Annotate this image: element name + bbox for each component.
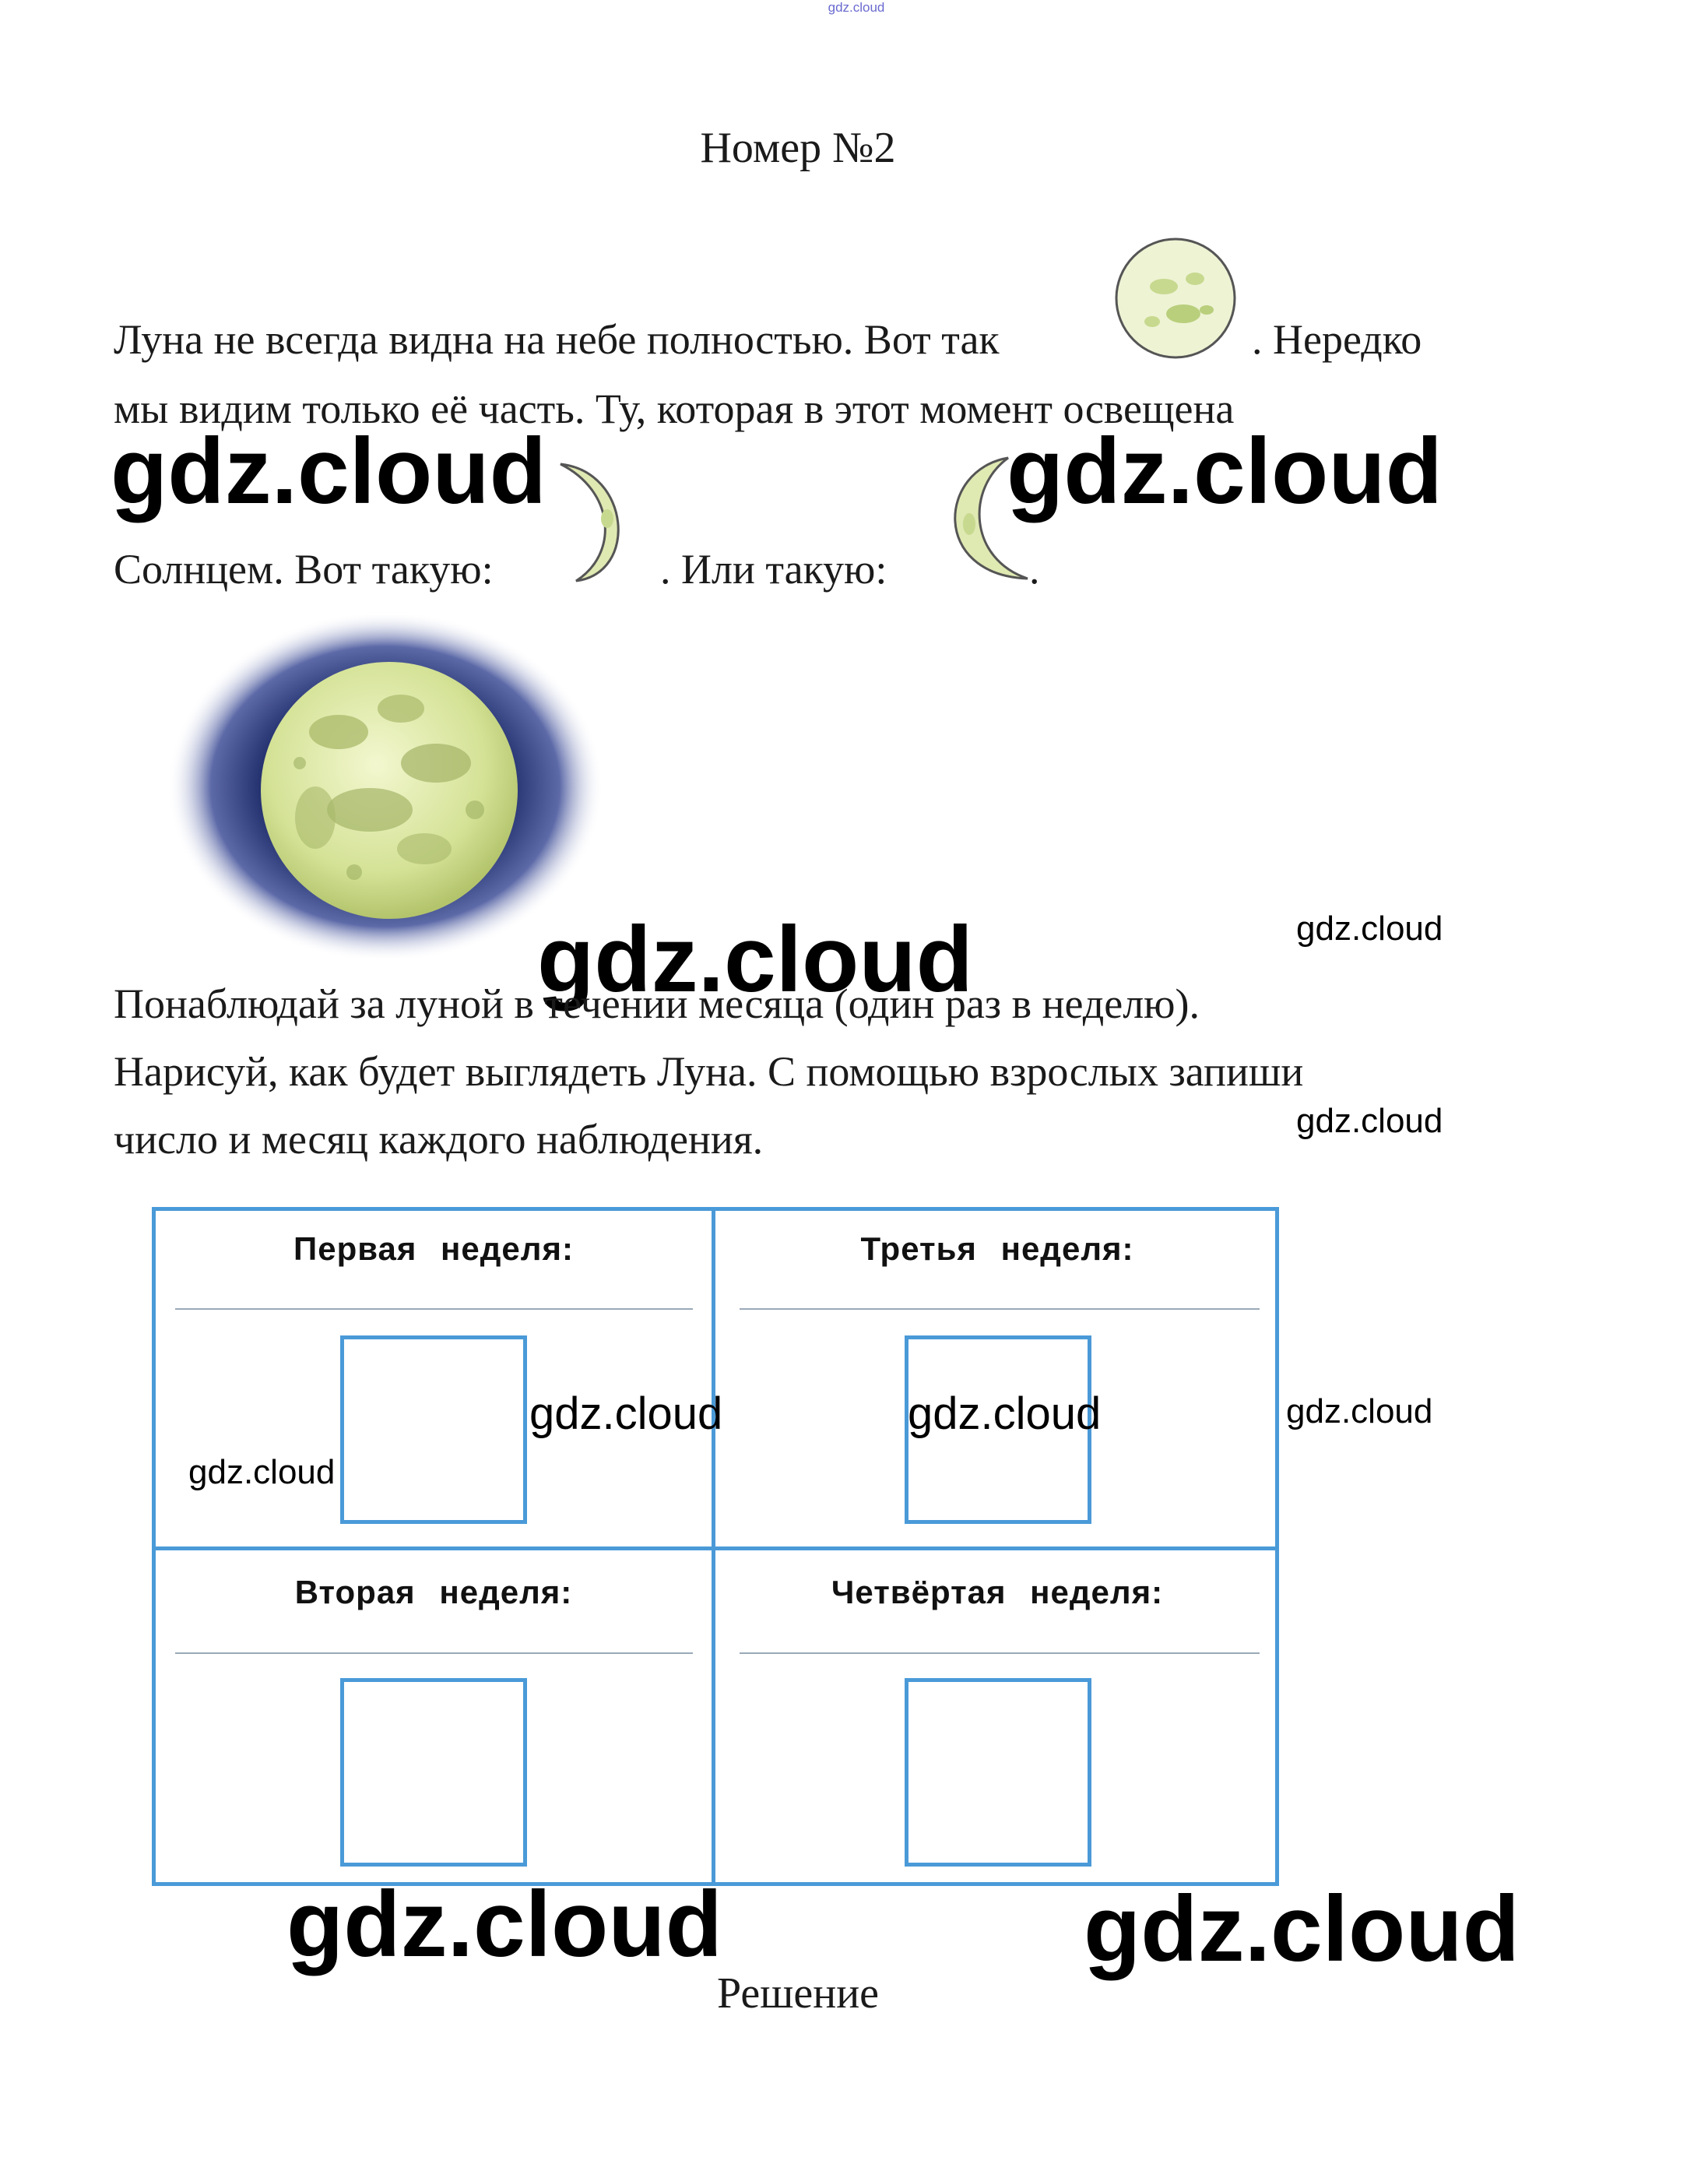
watermark: gdz.cloud bbox=[1286, 1392, 1433, 1430]
watermark: gdz.cloud bbox=[908, 1388, 1102, 1439]
week1-title: Первая неделя: bbox=[293, 1230, 574, 1267]
watermark: gdz.cloud bbox=[188, 1453, 336, 1491]
page-title: Номер №2 bbox=[700, 124, 896, 172]
task-line3: число и месяц каждого наблюдения. bbox=[114, 1116, 764, 1163]
task-line1: Понаблюдай за луной в течении месяца (один раз в неделю). bbox=[114, 980, 1200, 1027]
week4-drawing-box[interactable] bbox=[905, 1678, 1091, 1867]
watermark: gdz.cloud bbox=[1084, 1877, 1520, 1981]
week2-date-line[interactable] bbox=[175, 1652, 693, 1654]
watermark: gdz.cloud bbox=[529, 1388, 723, 1439]
watermark: gdz.cloud bbox=[111, 419, 546, 523]
week4-date-line[interactable] bbox=[740, 1652, 1260, 1654]
week2-title: Вторая неделя: bbox=[294, 1574, 573, 1610]
top-watermark: gdz.cloud bbox=[828, 0, 885, 15]
week3-date-line[interactable] bbox=[740, 1308, 1260, 1310]
full-moon-icon bbox=[1109, 232, 1242, 364]
watermark: gdz.cloud bbox=[1296, 1102, 1443, 1140]
text-line3-start: Солнцем. Вот такую: bbox=[114, 546, 494, 593]
week1-date-line[interactable] bbox=[175, 1308, 693, 1310]
week4-title: Четвёртая неделя: bbox=[831, 1574, 1164, 1610]
text-line3-end: . bbox=[1029, 546, 1040, 593]
solution-heading: Решение bbox=[716, 1969, 880, 2018]
table-divider-horizontal bbox=[152, 1546, 1279, 1550]
text-line3-middle: . Или такую: bbox=[660, 546, 887, 593]
watermark: gdz.cloud bbox=[537, 907, 973, 1012]
watermark: gdz.cloud bbox=[286, 1872, 722, 1976]
task-line2: Нарисуй, как будет выглядеть Луна. С помощью взрослых запиши bbox=[114, 1048, 1304, 1095]
text-line1-start: Луна не всегда видна на небе полностью. Вот так bbox=[114, 316, 1000, 363]
week3-title: Третья неделя: bbox=[860, 1230, 1134, 1267]
watermark: gdz.cloud bbox=[1296, 910, 1443, 948]
text-line1-end: . Нередко bbox=[1252, 316, 1422, 363]
week2-drawing-box[interactable] bbox=[340, 1678, 527, 1867]
watermark: gdz.cloud bbox=[1007, 419, 1443, 523]
crescent-moon-left-icon bbox=[930, 450, 1039, 590]
text-line2: мы видим только её часть. Ту, которая в этот момент освещена bbox=[114, 385, 1235, 432]
week1-drawing-box[interactable] bbox=[340, 1335, 527, 1524]
crescent-moon-right-icon bbox=[545, 456, 654, 589]
